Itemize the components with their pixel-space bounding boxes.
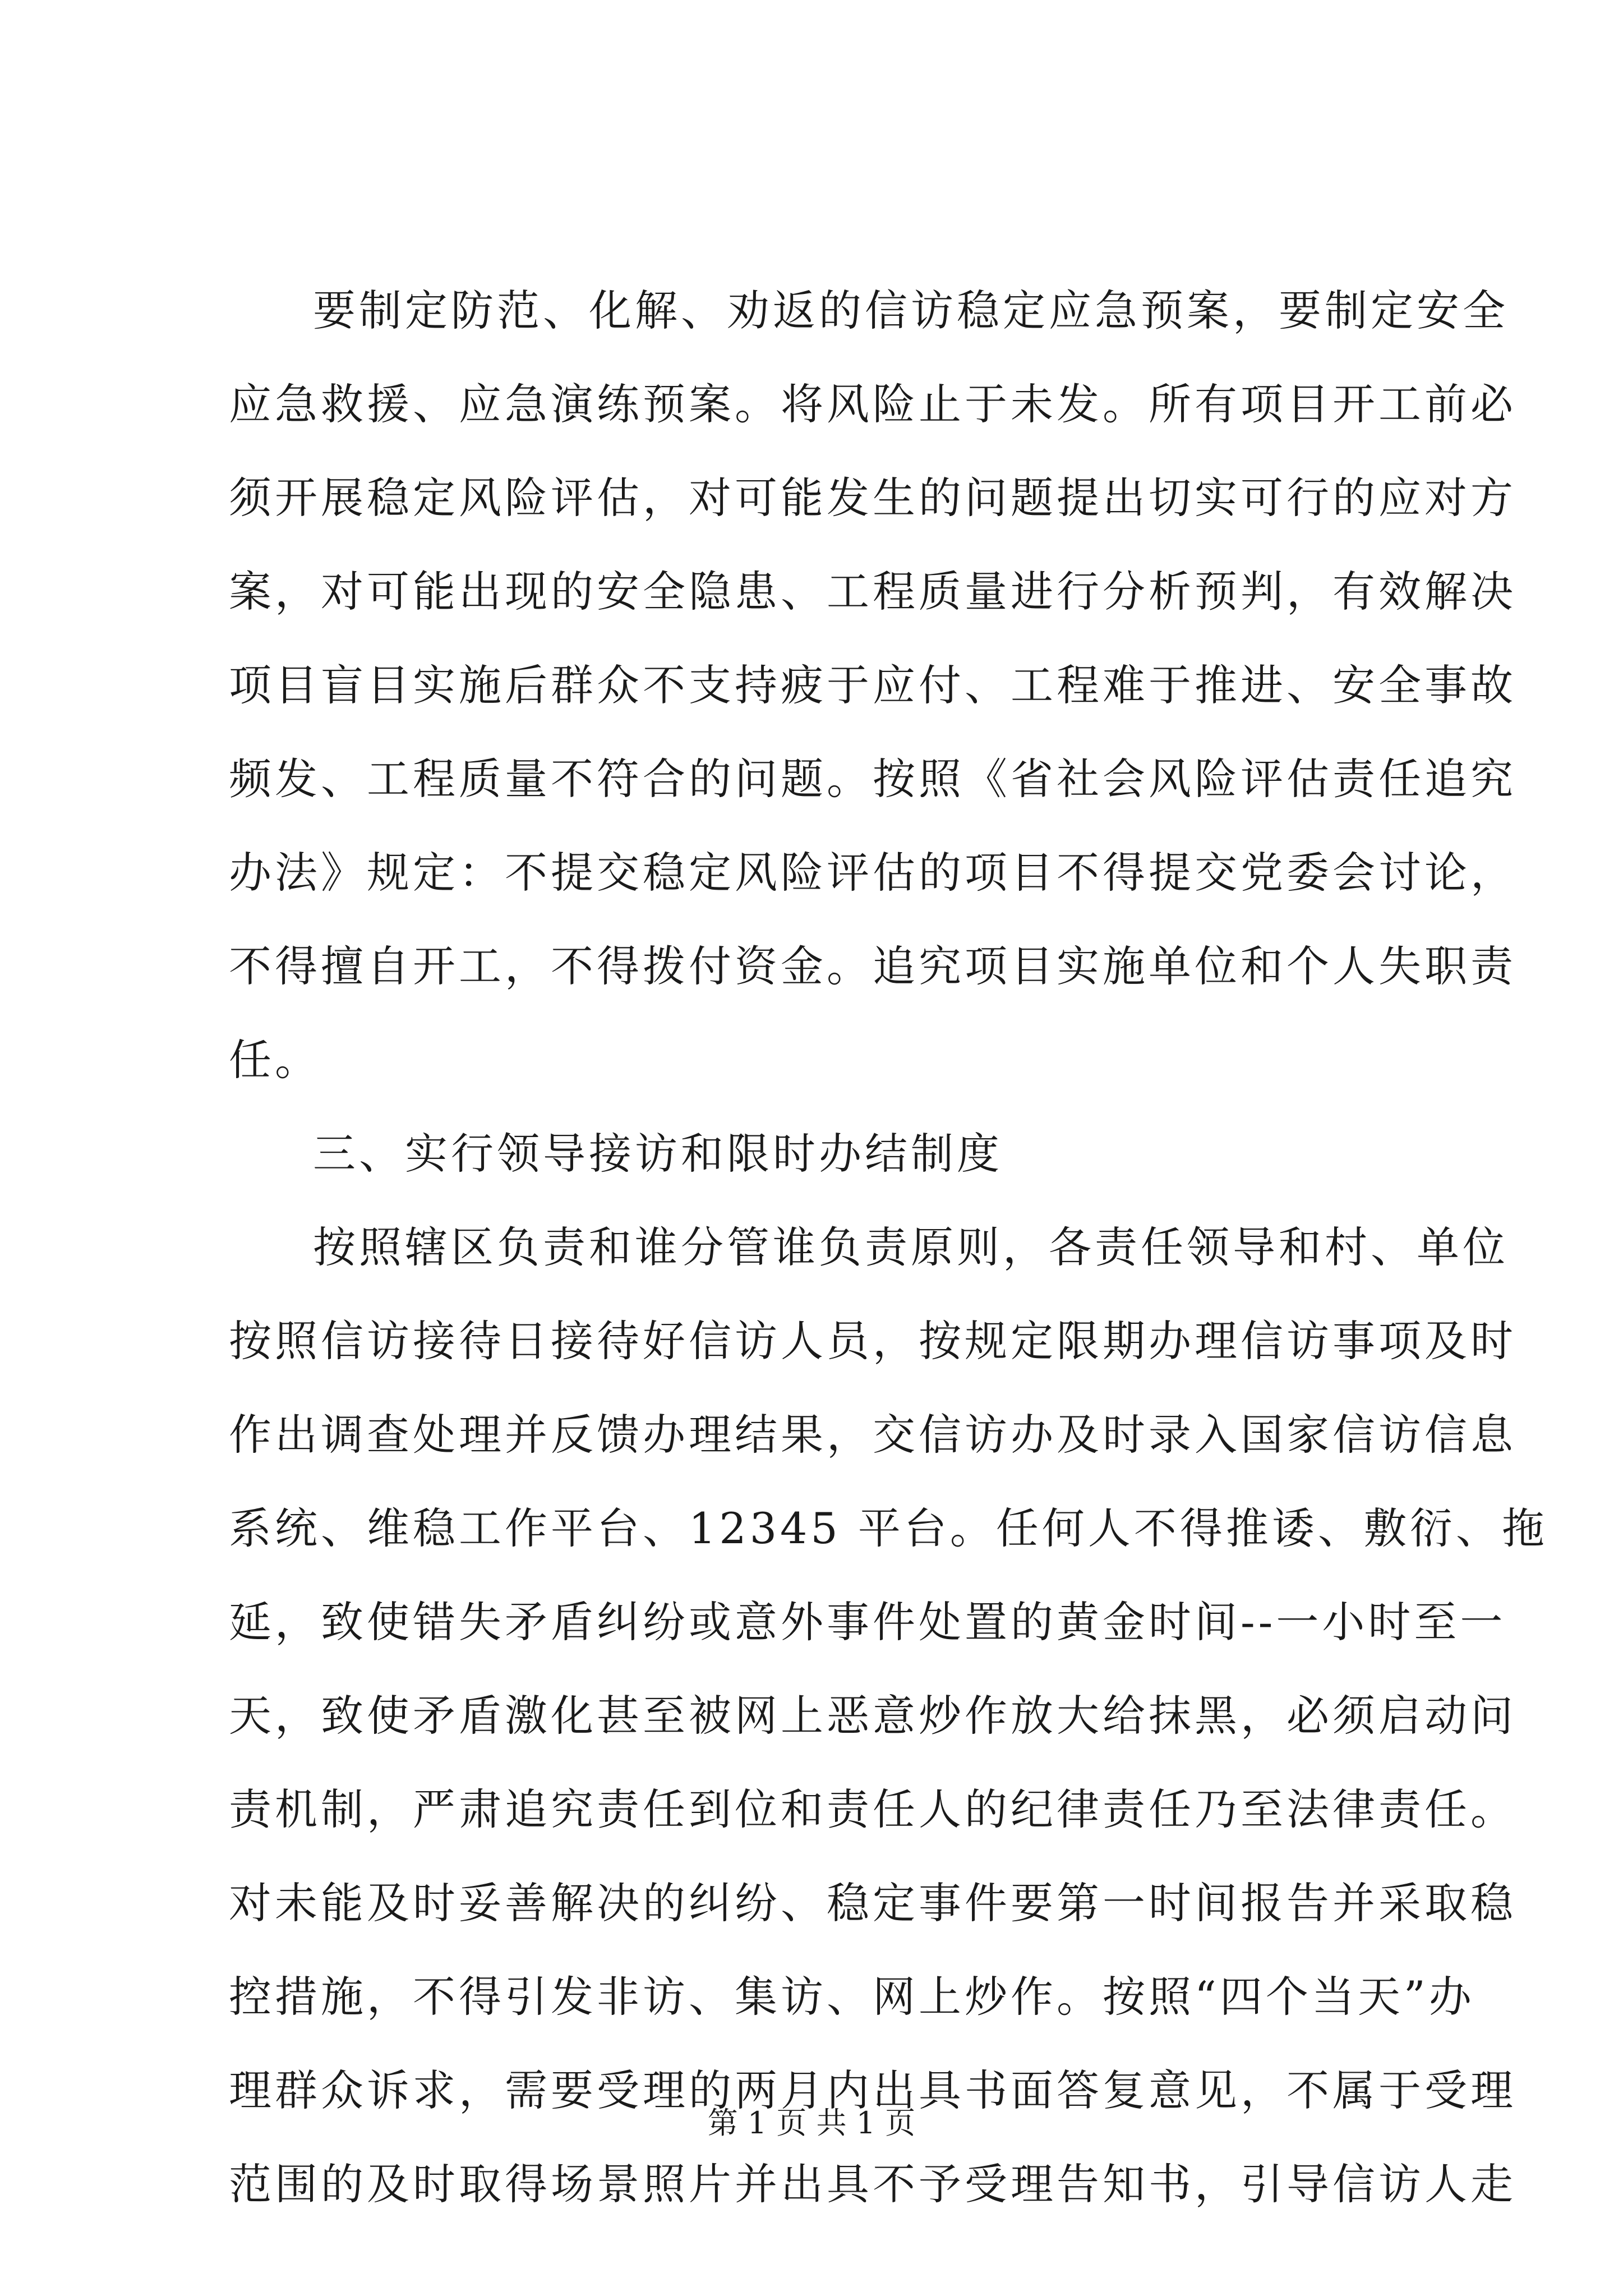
text-line: 案，对可能出现的安全隐患、工程质量进行分析预判，有效解决 (229, 567, 1516, 616)
text-line: 作出调查处理并反馈办理结果，交信访办及时录入国家信访信息 (229, 1410, 1516, 1460)
text-line: 项目盲目实施后群众不支持疲于应付、工程难于推进、安全事故 (229, 660, 1516, 710)
text-line: 责机制，严肃追究责任到位和责任人的纪律责任乃至法律责任。 (229, 1784, 1516, 1834)
text-line: 应急救援、应急演练预案。将风险止于未发。所有项目开工前必 (229, 379, 1516, 429)
text-line: 理群众诉求，需要受理的两月内出具书面答复意见，不属于受理 (229, 2065, 1516, 2115)
text-line: 范围的及时取得场景照片并出具不予受理告知书，引导信访人走 (229, 2159, 1516, 2209)
text-line: 要制定防范、化解、劝返的信访稳定应急预案，要制定安全 (313, 286, 1509, 335)
page-footer: 第 1 页 共 1 页 (707, 2105, 916, 2141)
text-line: 不得擅自开工，不得拨付资金。追究项目实施单位和个人失职责 (229, 941, 1516, 991)
text-line: 对未能及时妥善解决的纠纷、稳定事件要第一时间报告并采取稳 (229, 1878, 1516, 1928)
text-line: 频发、工程质量不符合的问题。按照《省社会风险评估责任追究 (229, 754, 1516, 804)
text-line: 延，致使错失矛盾纠纷或意外事件处置的黄金时间--一小时至一 (229, 1597, 1506, 1647)
text-line: 三、实行领导接访和限时办结制度 (313, 1129, 1003, 1179)
text-line: 须开展稳定风险评估，对可能发生的问题提出切实可行的应对方 (229, 473, 1516, 523)
text-line: 按照辖区负责和谁分管谁负责原则，各责任领导和村、单位 (313, 1222, 1509, 1272)
text-line: 控措施，不得引发非访、集访、网上炒作。按照“四个当天”办 (229, 1972, 1475, 2022)
text-line: 任。 (229, 1035, 321, 1085)
document-body (229, 264, 1548, 2231)
text-line: 办法》规定：不提交稳定风险评估的项目不得提交党委会讨论， (229, 848, 1516, 898)
text-line: 系统、维稳工作平台、12345 平台。任何人不得推诿、敷衍、拖 (229, 1503, 1548, 1553)
text-line: 按照信访接待日接待好信访人员，按规定限期办理信访事项及时 (229, 1316, 1516, 1366)
text-line: 天，致使矛盾激化甚至被网上恶意炒作放大给抹黑，必须启动问 (229, 1691, 1516, 1741)
